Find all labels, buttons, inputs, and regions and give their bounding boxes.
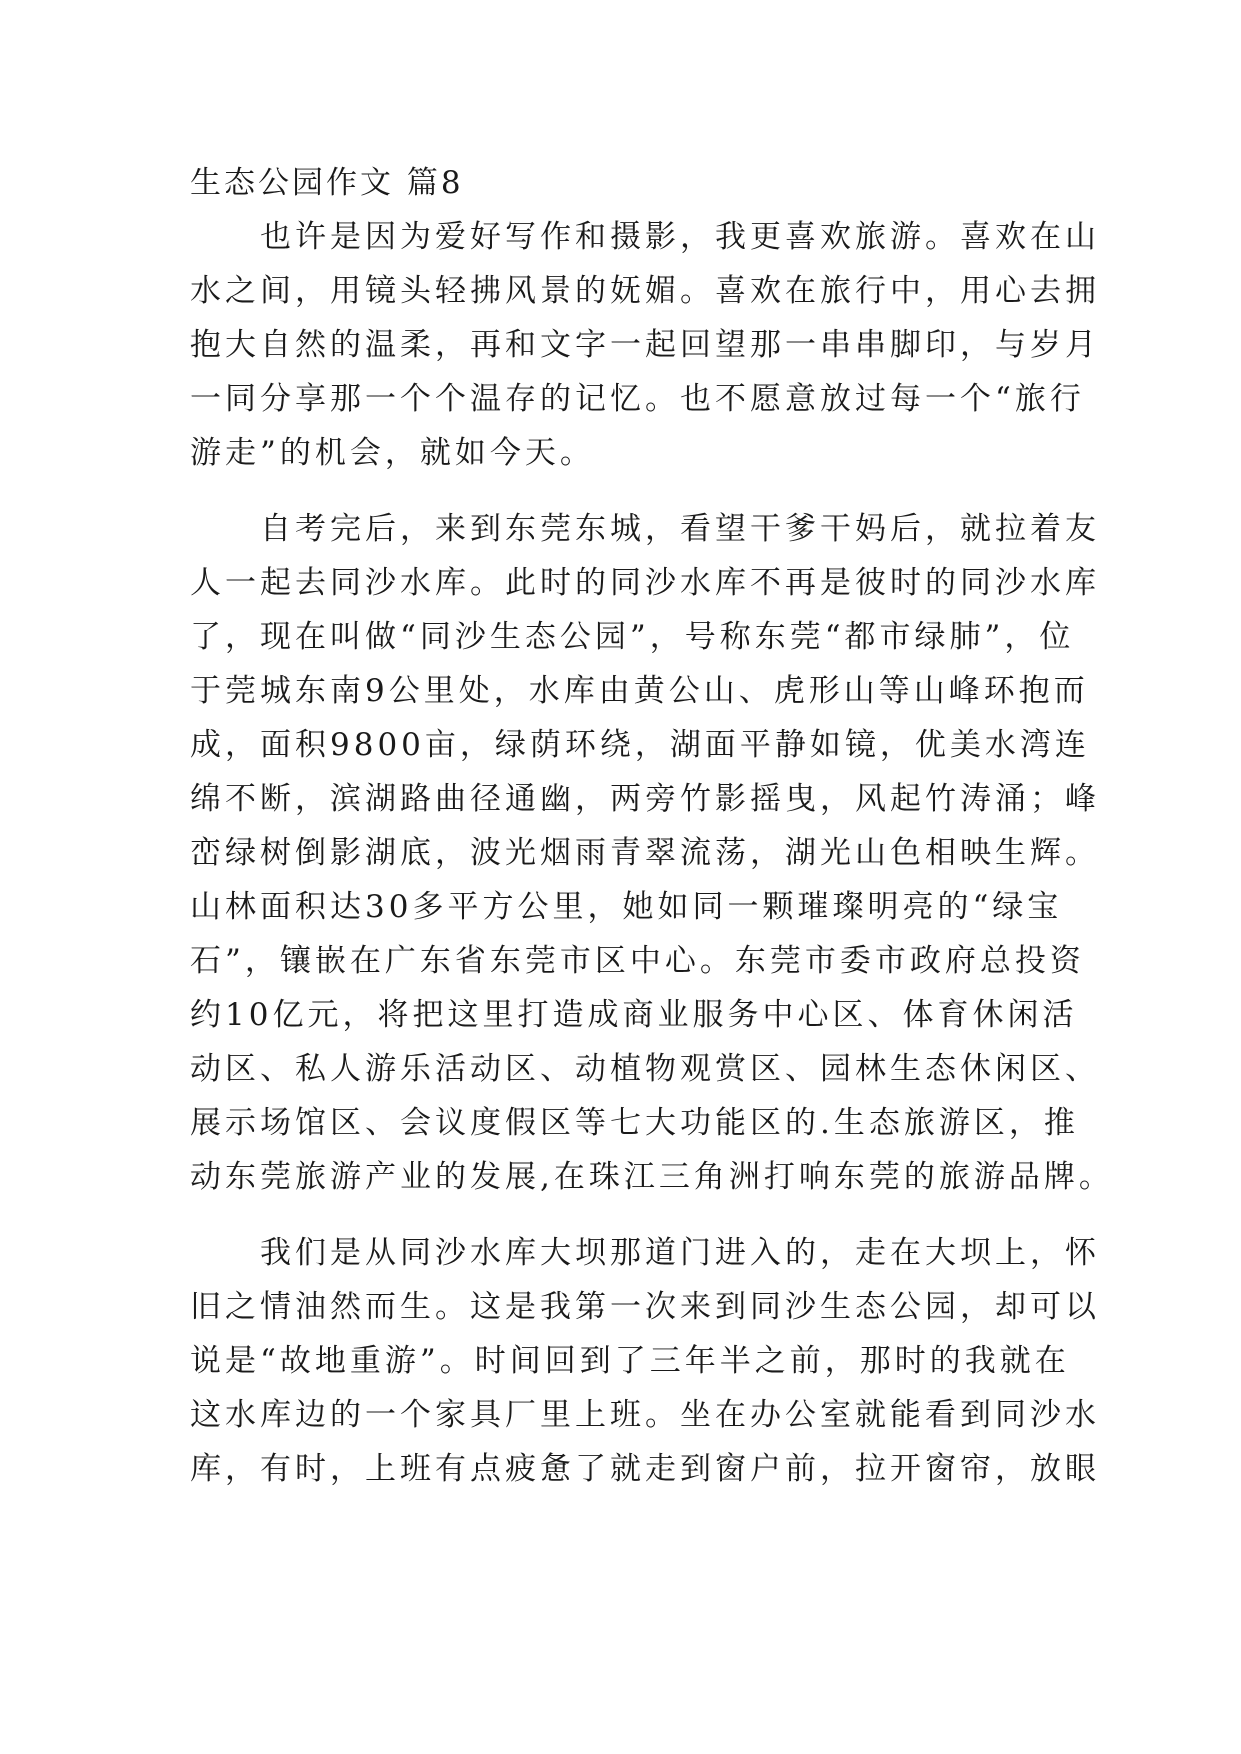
text-line: 我们是从同沙水库大坝那道门进入的，走在大坝上，怀 [190,1235,1100,1271]
text-line: 抱大自然的温柔，再和文字一起回望那一串串脚印，与岁月 [190,327,1100,363]
text-line: 这水库边的一个家具厂里上班。坐在办公室就能看到同沙水 [190,1397,1100,1433]
text-line: 了，现在叫做“同沙生态公园”，号称东莞“都市绿肺”，位 [190,619,1075,655]
text-line: 绵不断，滨湖路曲径通幽，两旁竹影摇曳，风起竹涛涌；峰 [190,781,1100,817]
text-line: 石”，镶嵌在广东省东莞市区中心。东莞市委市政府总投资 [190,943,1085,979]
text-line: 水之间，用镜头轻拂风景的妩媚。喜欢在旅行中，用心去拥 [190,273,1100,309]
text-line: 于莞城东南9公里处，水库由黄公山、虎形山等山峰环抱而 [190,673,1089,709]
text-line: 旧之情油然而生。这是我第一次来到同沙生态公园，却可以 [190,1289,1100,1325]
text-line: 自考完后，来到东莞东城，看望干爹干妈后，就拉着友 [190,511,1100,547]
text-line: 一同分享那一个个温存的记忆。也不愿意放过每一个“旅行 [190,381,1085,417]
text-line: 山林面积达30多平方公里，她如同一颗璀璨明亮的“绿宝 [190,889,1063,925]
text-line: 人一起去同沙水库。此时的同沙水库不再是彼时的同沙水库 [190,565,1100,601]
text-line: 动区、私人游乐活动区、动植物观赏区、园林生态休闲区、 [190,1051,1100,1087]
text-line: 成，面积9800亩，绿荫环绕，湖面平静如镜，优美水湾连 [190,727,1090,763]
text-line: 游走”的机会，就如今天。 [190,435,595,471]
text-line: 约10亿元，将把这里打造成商业服务中心区、体育休闲活 [190,997,1078,1033]
text-line: 动东莞旅游产业的发展,在珠江三角洲打响东莞的旅游品牌。 [190,1159,1114,1195]
text-line: 峦绿树倒影湖底，波光烟雨青翠流荡，湖光山色相映生辉。 [190,835,1100,871]
text-line: 库，有时，上班有点疲惫了就走到窗户前，拉开窗帘，放眼 [190,1451,1100,1487]
text-line: 展示场馆区、会议度假区等七大功能区的.生态旅游区，推 [190,1105,1079,1141]
document-heading: 生态公园作文 篇8 [190,165,464,201]
text-line: 也许是因为爱好写作和摄影，我更喜欢旅游。喜欢在山 [190,219,1100,255]
text-line: 说是“故地重游”。时间回到了三年半之前，那时的我就在 [190,1343,1070,1379]
